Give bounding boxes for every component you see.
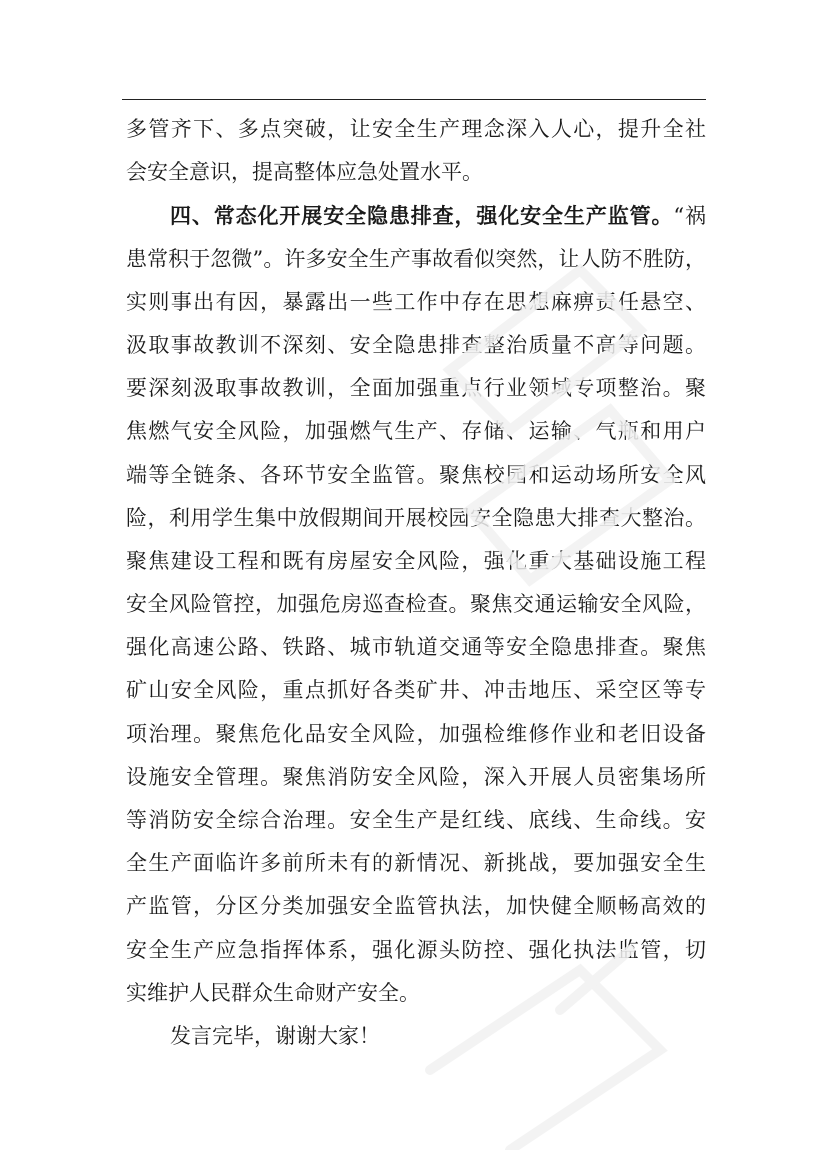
- section-heading-line: [126, 194, 706, 237]
- text-line: 安全风险管控，加强危房巡查检查。聚焦交通运输安全风险，: [126, 592, 706, 617]
- text-line: 产监管，分区分类加强安全监管执法，加快健全顺畅高效的: [126, 894, 706, 919]
- text-fragment: “祸: [673, 204, 706, 229]
- text-line: 实则事出有因，暴露出一些工作中存在思想麻痹责任悬空、: [126, 289, 706, 314]
- text-line: 全生产面临许多前所未有的新情况、新挑战，要加强安全生: [126, 851, 706, 876]
- text-line: 矿山安全风险，重点抓好各类矿井、冲击地压、采空区等专: [126, 678, 706, 703]
- text-line: 多管齐下、多点突破，让安全生产理念深入人心，提升全社: [126, 117, 706, 141]
- text-line: 项治理。聚焦危化品安全风险，加强检维修作业和老旧设备: [126, 721, 706, 746]
- text-line: 实维护人民群众生命财产安全。: [126, 980, 420, 1005]
- text-line: 安全生产应急指挥体系，强化源头防控、强化执法监管，切: [126, 937, 706, 962]
- text-line: 等消防安全综合治理。安全生产是红线、底线、生命线。安: [126, 808, 706, 832]
- text-line: 患常积于忽微”。许多安全生产事故看似突然，让人防不胜防，: [126, 246, 706, 271]
- text-line: 焦燃气安全风险，加强燃气生产、存储、运输、气瓶和用户: [126, 419, 706, 444]
- body-text: [126, 108, 706, 1058]
- text-line: 汲取事故教训不深刻、安全隐患排查整治质量不高等问题。: [126, 332, 706, 357]
- text-line: 强化高速公路、铁路、城市轨道交通等安全隐患排查。聚焦: [126, 635, 706, 660]
- section-heading: 四、常态化开展安全隐患排查，强化安全生产监管。: [170, 203, 674, 229]
- text-line: 险，利用学生集中放假期间开展校园安全隐患大排查大整治。: [126, 505, 706, 530]
- header-rule: [122, 99, 706, 100]
- closing-line: 发言完毕，谢谢大家！: [170, 1023, 380, 1048]
- text-line: 设施安全管理。聚焦消防安全风险，深入开展人员密集场所: [126, 764, 706, 789]
- text-line: 端等全链条、各环节安全监管。聚焦校园和运动场所安全风: [126, 462, 706, 487]
- text-line: 要深刻汲取事故教训，全面加强重点行业领域专项整治。聚: [126, 376, 706, 401]
- text-line: 会安全意识，提高整体应急处置水平。: [126, 160, 483, 185]
- text-line: 聚焦建设工程和既有房屋安全风险，强化重大基础设施工程: [126, 548, 706, 573]
